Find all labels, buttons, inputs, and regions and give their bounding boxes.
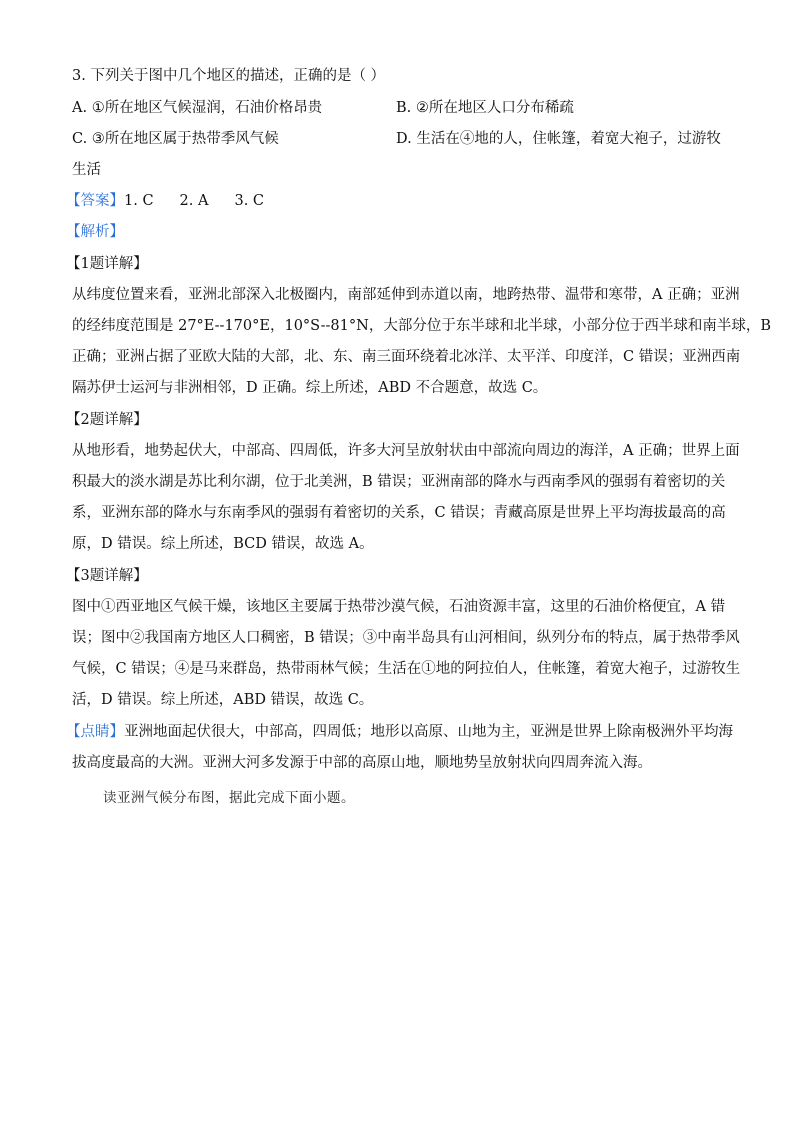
option-d-continued: 生活 [72,162,101,178]
option-c: C. ③所在地区属于热带季风气候 [72,131,279,147]
answer-label: 【答案】 [66,193,124,209]
detail2-heading: 【2题详解】 [66,412,148,428]
answer-item-1: 1. C [124,193,154,209]
option-d: D. 生活在④地的人，住帐篷，着宽大袍子，过游牧 [396,131,721,147]
detail1-line-2: 的经纬度范围是 27°E--170°E，10°S--81°N，大部分位于东半球和北半球，小部分位于西半球和南半球，B [72,318,771,334]
comment-line-1 [66,722,733,742]
comment-line-2: 拔高度最高的大洲。亚洲大河多发源于中部的高原山地，顺地势呈放射状向四周奔流入海。 [72,755,652,771]
answer-item-2: 2. A [179,193,209,209]
answer-item-3: 3. C [234,193,265,209]
detail3-line-2: 误；图中②我国南方地区人口稠密，B 错误；③中南半岛具有山河相间，纵列分布的特点，属于热带季风 [72,630,740,646]
detail1-line-1: 从纬度位置来看，亚洲北部深入北极圈内，南部延伸到赤道以南，地跨热带、温带和寒带，A 正确；亚洲 [72,287,740,303]
detail2-line-2: 积最大的淡水湖是苏比利尔湖，位于北美洲，B 错误；亚洲南部的降水与西南季风的强弱有着密切的关 [72,474,726,490]
answer-list [124,193,290,209]
next-question-intro: 读亚洲气候分布图，据此完成下面小题。 [103,790,355,806]
comment-label: 【点睛】 [66,724,124,740]
detail1-line-4: 隔苏伊士运河与非洲相邻，D 正确。综上所述，ABD 不合题意，故选 C。 [72,380,548,396]
detail2-line-3: 系，亚洲东部的降水与东南季风的强弱有着密切的关系，C 错误；青藏高原是世界上平均海拔最高的高 [72,505,726,521]
answer-line [66,191,716,211]
detail3-line-1: 图中①西亚地区气候干燥，该地区主要属于热带沙漠气候，石油资源丰富，这里的石油价格便宜，A 错 [72,599,726,615]
detail2-line-4: 原，D 错误。综上所述，BCD 错误，故选 A。 [72,536,374,552]
detail1-heading: 【1题详解】 [66,256,148,272]
analysis-label: 【解析】 [66,224,124,240]
detail2-line-1: 从地形看，地势起伏大，中部高、四周低，许多大河呈放射状由中部流向周边的海洋，A 正确；世界上面 [72,443,740,459]
option-b: B. ②所在地区人口分布稀疏 [396,100,574,116]
detail3-heading: 【3题详解】 [66,568,148,584]
comment-text-1: 亚洲地面起伏很大，中部高，四周低；地形以高原、山地为主，亚洲是世界上除南极洲外平均海 [124,724,733,740]
detail1-line-3: 正确；亚洲占据了亚欧大陆的大部，北、东、南三面环绕着北冰洋、太平洋、印度洋，C 错误；亚洲西南 [72,349,741,365]
question3-stem: 3. 下列关于图中几个地区的描述，正确的是（ ） [72,68,386,84]
detail3-line-3: 气候，C 错误；④是马来群岛，热带雨林气候；生活在①地的阿拉伯人，住帐篷，着宽大袍子，过游牧生 [72,661,741,677]
option-a: A. ①所在地区气候湿润，石油价格昂贵 [72,100,323,116]
detail3-line-4: 活，D 错误。综上所述，ABD 错误，故选 C。 [72,692,374,708]
